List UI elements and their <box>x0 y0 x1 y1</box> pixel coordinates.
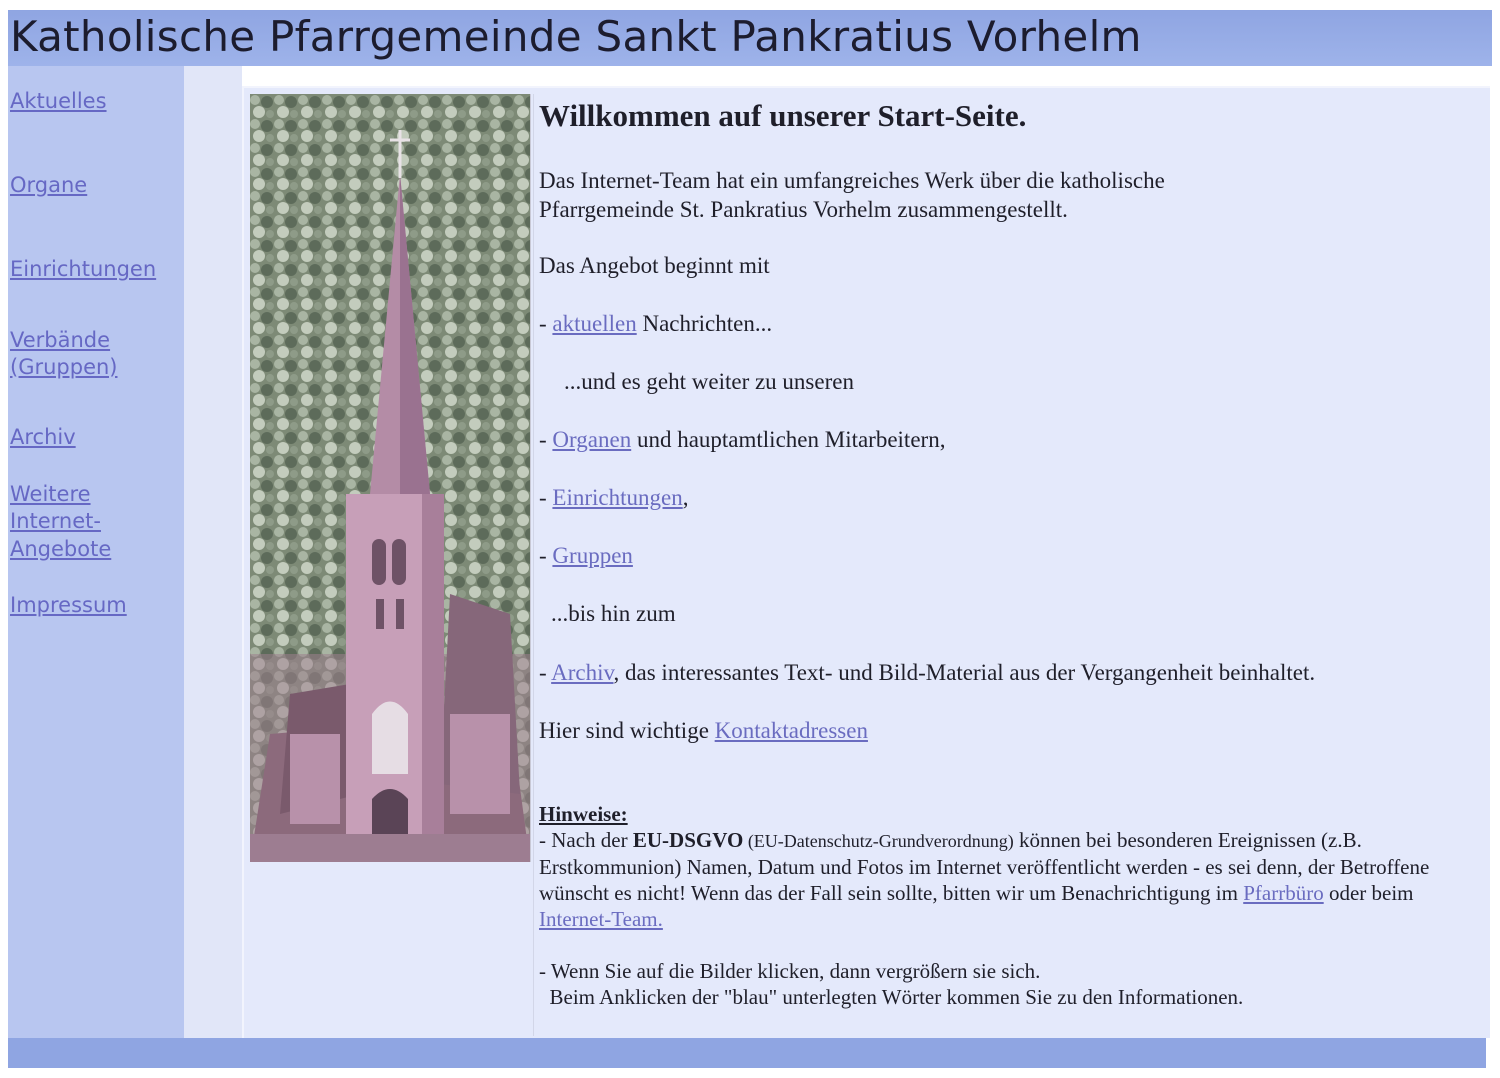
note-1-prefix: - Nach der <box>539 828 633 852</box>
note-1-line-2: Erstkommunion) Namen, Datum und Fotos im Internet veröffentlicht werden - es sei denn, der Betroffene <box>539 855 1430 879</box>
intro-paragraph <box>539 166 1165 224</box>
sidebar-item-einrichtungen[interactable]: Einrichtungen <box>10 257 157 281</box>
note-1-suffix: können bei besonderen Ereignissen (z.B. <box>1013 828 1362 852</box>
continue-text: ...und es geht weiter zu unseren <box>564 369 854 394</box>
contact-text: Hier sind wichtige <box>539 718 715 743</box>
sidebar-item-internet[interactable]: Internet- <box>10 509 101 533</box>
page-title: Willkommen auf unserer Start-Seite. <box>539 98 1027 133</box>
aktuellen-rest: Nachrichten... <box>636 311 773 336</box>
intro-line-2: Pfarrgemeinde St. Pankratius Vorhelm zusammengestellt. <box>539 197 1068 222</box>
sidebar-item-weitere[interactable]: Weitere <box>10 482 91 506</box>
church-photo-illustration <box>250 94 530 862</box>
link-gruppen[interactable]: Gruppen <box>552 543 633 568</box>
list-item-aktuellen <box>539 309 772 338</box>
note-1-small: (EU-Datenschutz-Grundverordnung) <box>743 831 1014 851</box>
dash: - <box>539 311 553 336</box>
einrichtungen-rest: , <box>682 485 689 510</box>
sidebar-item-angebote[interactable]: Angebote <box>10 537 112 561</box>
archiv-rest: , das interessantes Text- und Bild-Material aus der Vergangenheit beinhaltet. <box>613 660 1316 685</box>
contact-line <box>539 716 868 745</box>
list-item-organen <box>539 425 945 454</box>
note-1-line-3 <box>539 880 1429 906</box>
note-1-line-3-a: wünscht es nicht! Wenn das der Fall sein sollte, bitten wir um Benachrichtigung im <box>539 881 1244 905</box>
site-header <box>8 10 1492 66</box>
spacer <box>539 932 1429 958</box>
dash: - <box>539 543 553 568</box>
link-pfarrbuero[interactable]: Pfarrbüro <box>1243 881 1324 905</box>
link-aktuellen[interactable]: aktuellen <box>552 311 637 336</box>
church-tower-photo[interactable] <box>250 94 531 862</box>
link-internet-team[interactable]: Internet-Team. <box>539 907 663 931</box>
note-1-bold: EU-DSGVO <box>632 828 744 852</box>
dash: - <box>539 660 552 685</box>
organen-rest: und hauptamtlichen Mitarbeitern, <box>631 427 946 452</box>
link-kontaktadressen[interactable]: Kontaktadressen <box>714 718 868 743</box>
site-footer <box>8 1038 1486 1068</box>
gap-strip <box>184 66 242 1038</box>
link-einrichtungen[interactable]: Einrichtungen <box>552 485 683 510</box>
site-title: Katholische Pfarrgemeinde Sankt Pankratius Vorhelm <box>10 12 1142 61</box>
sidebar-item-impressum[interactable]: Impressum <box>10 593 127 617</box>
note-1-line-4 <box>539 906 1429 932</box>
note-2-line-2: Beim Anklicken der "blau" unterlegten Wörter kommen Sie zu den Informationen. <box>539 985 1244 1009</box>
dash: - <box>539 485 553 510</box>
sidebar-item-aktuelles[interactable]: Aktuelles <box>10 89 107 113</box>
until-text: ...bis hin zum <box>551 601 676 626</box>
sidebar-item-archiv[interactable]: Archiv <box>10 425 76 449</box>
list-item-gruppen <box>539 541 633 570</box>
list-item-einrichtungen <box>539 483 688 512</box>
notes-section <box>539 801 1429 1010</box>
dash: - <box>539 427 553 452</box>
sidebar-item-gruppen[interactable]: (Gruppen) <box>10 355 118 379</box>
link-archiv[interactable]: Archiv <box>551 660 614 685</box>
column-divider <box>533 94 534 1036</box>
list-item-archiv <box>539 658 1315 687</box>
note-1-line-1 <box>539 827 1429 854</box>
note-2-line-1: - Wenn Sie auf die Bilder klicken, dann vergrößern sie sich. <box>539 959 1041 983</box>
sidebar-nav <box>8 66 184 1038</box>
intro-line-1: Das Internet-Team hat ein umfangreiches Werk über die katholische <box>539 168 1165 193</box>
notes-heading: Hinweise: <box>539 802 628 826</box>
offer-intro: Das Angebot beginnt mit <box>539 253 770 278</box>
note-1-line-3-b: oder beim <box>1323 881 1414 905</box>
sidebar-item-verbaende[interactable]: Verbände <box>10 328 111 352</box>
sidebar-item-organe[interactable]: Organe <box>10 173 88 197</box>
link-organen[interactable]: Organen <box>552 427 632 452</box>
